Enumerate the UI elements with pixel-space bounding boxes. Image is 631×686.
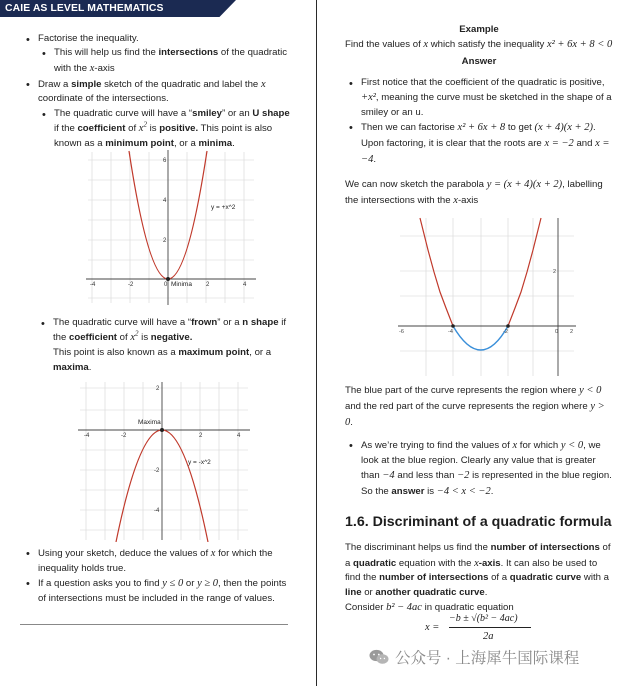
text: . It can also be used to find the (345, 557, 598, 584)
graph1-svg (82, 148, 260, 306)
text: or (183, 578, 198, 590)
bold-text: smiley (192, 107, 222, 119)
text: We can now sketch the parabola (345, 179, 487, 191)
text: , we look at the blue region. Clearly any value that is greater than (361, 440, 601, 482)
formula-lhs: x = (425, 622, 440, 633)
section-heading: 1.6. Discriminant of a quadratic formula (345, 513, 612, 530)
bold-text: quadratic (353, 557, 397, 569)
bullet-text: Factorise the inequality. (38, 33, 139, 44)
text: is (138, 332, 151, 344)
left-column-top (22, 32, 290, 151)
math: y > 0 (345, 400, 605, 428)
column-divider (316, 0, 317, 686)
answer-title (345, 55, 613, 69)
text: for which (517, 440, 561, 452)
math: +x² (361, 91, 376, 103)
graph2-curve-label: y = -x^2 (188, 459, 211, 466)
text: is (424, 486, 437, 498)
bullet-deduce (22, 546, 290, 576)
text: Using your sketch, deduce the values of (38, 548, 211, 559)
discriminant-paragraph (345, 541, 613, 616)
math: x² + 6x + 8 (457, 122, 506, 134)
bold-text: U shape (252, 107, 290, 119)
graph3-blue-region (453, 326, 508, 350)
math: x (453, 195, 458, 207)
graph1-y-tick: 6 (163, 158, 167, 164)
graph1-y-tick: 2 (163, 238, 167, 244)
graph1-minima-label: Minima (171, 281, 192, 288)
bullet-factorise (22, 32, 290, 77)
text: This point is also known as a (53, 347, 179, 359)
math: −2 (457, 470, 470, 482)
graph2-x-tick: 2 (199, 433, 203, 439)
text: . (232, 137, 235, 149)
example-question (345, 37, 613, 53)
text: to get (505, 122, 535, 134)
graph2-x-tick: 4 (237, 433, 241, 439)
graph-negative-parabola (76, 380, 252, 542)
graph3-root-point (506, 324, 510, 328)
formula-denominator: 2a (483, 631, 494, 642)
bullet-conclusion (345, 438, 613, 500)
text: Consider (345, 602, 387, 614)
text: . (373, 153, 377, 165)
text: The blue part of the curve represents the region where (345, 385, 580, 396)
bullet-inclusive (22, 576, 290, 606)
text: , or a (173, 137, 199, 149)
graph1-x-tick: -4 (90, 282, 96, 288)
wechat-icon (369, 649, 389, 665)
math: y ≤ 0 (162, 578, 184, 590)
text: The discriminant helps us find the (345, 542, 491, 554)
formula-numerator: −b ± √(b² − 4ac) (449, 613, 518, 624)
text: , or a (249, 347, 272, 359)
bold-text: line (345, 586, 362, 598)
text: First notice that the coefficient of the quadratic is positive, (361, 76, 605, 88)
text: The quadratic curve will have a “ (54, 107, 193, 119)
text: This will help us find the (54, 47, 159, 59)
graph-positive-parabola (82, 148, 260, 306)
text: . (490, 486, 494, 498)
math: x (423, 39, 429, 51)
sub-bullet-intersections (38, 46, 290, 76)
text: equation with the (396, 557, 475, 569)
text: , labelling the intersections with the (345, 179, 603, 207)
left-column-middle (37, 316, 290, 375)
sub-bullet-frown (37, 316, 290, 375)
text: ” or an (221, 107, 253, 119)
text: Find the values of (345, 39, 424, 51)
text: -axis (457, 195, 479, 207)
bold-text: another quadratic curve (375, 586, 485, 598)
graph1-x-tick: 4 (243, 282, 247, 288)
graph1-x-tick: 2 (206, 282, 210, 288)
graph3-x-tick: 2 (570, 329, 574, 335)
graph2-y-tick: -2 (154, 468, 160, 474)
text: is (146, 123, 160, 135)
bold-text: n shape (242, 317, 279, 328)
bold-text: Answer (461, 56, 497, 68)
text: for which the inequality holds true. (38, 548, 273, 574)
text: coordinate of the intersections. (38, 93, 169, 105)
text: -axis (94, 62, 115, 74)
watermark (369, 648, 619, 670)
blue-red-paragraph (345, 383, 613, 430)
text: ” or a (217, 317, 243, 328)
text: , then the points of intersections must be included in the range of values. (38, 578, 287, 604)
math: b² − 4ac (386, 602, 422, 614)
right-column-top (345, 23, 613, 209)
graph3-x-tick: -4 (448, 329, 453, 335)
math: y < 0 (579, 385, 602, 396)
bullet-coefficient (345, 76, 613, 121)
text: of (117, 332, 131, 344)
math: (x + 4)(x + 2) (534, 122, 593, 134)
bold-text: number of intersections (490, 542, 600, 554)
math: x (260, 78, 266, 90)
text: or (361, 586, 376, 598)
math: y ≥ 0 (197, 578, 219, 590)
graph2-x-tick: -2 (121, 433, 127, 439)
text: If a question asks you to find (38, 578, 163, 590)
graph3-root-point (451, 324, 455, 328)
right-column-bottom (345, 383, 613, 616)
left-column-bottom (22, 546, 290, 606)
math: y = (x + 4)(x + 2) (486, 179, 563, 191)
bold-text: number of intersections (379, 572, 489, 584)
graph3-svg (398, 216, 576, 378)
text: . Upon factoring, it is clear that the roots are (361, 122, 596, 149)
math-x-squared: $x^2$ (138, 120, 147, 135)
text: if the (53, 317, 287, 344)
formula-fraction-bar (449, 627, 531, 628)
text: Then we can factorise (361, 122, 458, 134)
text: is represented in the blue region. So the (361, 470, 612, 498)
bold-text: intersections (158, 47, 219, 59)
example-title (345, 23, 613, 37)
math: x = −4 (361, 137, 610, 165)
graph2-maxima-label: Maxima (138, 419, 161, 426)
bold-text: minimum point (105, 137, 174, 149)
graph1-x-tick: 0 (164, 282, 168, 288)
graph3-y-tick: 2 (553, 269, 557, 275)
graph1-x-tick: -2 (128, 282, 134, 288)
graph1-minima-point (166, 277, 170, 281)
watermark-text: 公众号 · 上海犀牛国际课程 (395, 650, 580, 667)
banner-title: CAIE AS LEVEL MATHEMATICS (5, 3, 164, 14)
text: in quadratic equation (421, 602, 514, 614)
text: if the (54, 123, 78, 135)
bold-text: frown (191, 317, 218, 328)
bold-text: positive. (159, 123, 199, 135)
text: of (125, 123, 139, 135)
math: −4 < x < −2 (436, 486, 491, 498)
page-banner (0, 0, 236, 17)
text: , meaning the curve must be sketched in the shape of a smiley or an u. (361, 91, 612, 118)
text: with a (581, 572, 609, 584)
math: x (474, 557, 479, 569)
text: of the quadratic with the (54, 47, 288, 74)
bold-text: Example (459, 24, 499, 35)
math: y < 0 (560, 440, 584, 452)
math: x = −2 (544, 137, 574, 149)
bold-text: minima (198, 137, 233, 149)
graph2-y-tick: -4 (154, 508, 160, 514)
bold-text: coefficient (77, 123, 126, 135)
text: . (484, 586, 488, 598)
bold-text: quadratic curve (509, 572, 582, 584)
text: sketch of the quadratic and label the (101, 78, 261, 90)
bold-text: answer (391, 486, 425, 498)
quadratic-formula (425, 611, 545, 643)
bold-text: simple (71, 78, 102, 90)
math: x (89, 62, 95, 74)
bold-text: -axis (478, 557, 501, 569)
text: . (350, 416, 353, 428)
math-x-squared: $x^2$ (130, 329, 139, 344)
text: of a (488, 572, 510, 584)
text: This point is also known as a (54, 123, 273, 149)
bold-text: coefficient (69, 332, 117, 344)
bold-text: negative. (150, 332, 193, 344)
graph2-x-tick: -4 (84, 433, 90, 439)
text: . (88, 361, 92, 373)
sketch-paragraph (345, 177, 613, 209)
left-column-rule (20, 624, 288, 625)
text: and less than (394, 470, 458, 482)
sub-bullet-smiley (38, 107, 290, 152)
text: The quadratic curve will have a “ (53, 317, 192, 328)
graph3-x-tick: -6 (399, 329, 404, 335)
graph3-x-tick: -2 (503, 329, 508, 335)
graph2-svg (76, 380, 252, 542)
text: As we’re trying to find the values of (361, 440, 513, 452)
math: −4 (382, 470, 395, 482)
bold-text: maximum point (178, 347, 250, 359)
graph3-x-tick: 0 (555, 329, 559, 335)
text: and (573, 137, 596, 149)
text: Draw a (38, 78, 72, 90)
graph-factored-parabola (398, 216, 576, 378)
bullet-draw-sketch (22, 77, 290, 152)
bullet-factorise-roots (345, 120, 613, 167)
graph2-grid (80, 382, 248, 540)
math: x² + 6x + 8 < 0 (547, 39, 613, 51)
text: of a (345, 542, 611, 569)
graph3-red-right (508, 218, 541, 326)
graph1-curve-label: y = +x^2 (211, 204, 236, 211)
text: which satisfy the inequality (428, 39, 547, 51)
graph2-maxima-point (160, 428, 164, 432)
graph1-y-tick: 4 (163, 198, 167, 204)
graph2-y-tick: 2 (156, 386, 160, 392)
graph3-red-left (420, 218, 453, 326)
math: x (512, 440, 518, 452)
text: and the red part of the curve represents the region where (345, 400, 591, 412)
bold-text: maxima (53, 361, 89, 373)
math: x (210, 548, 216, 559)
